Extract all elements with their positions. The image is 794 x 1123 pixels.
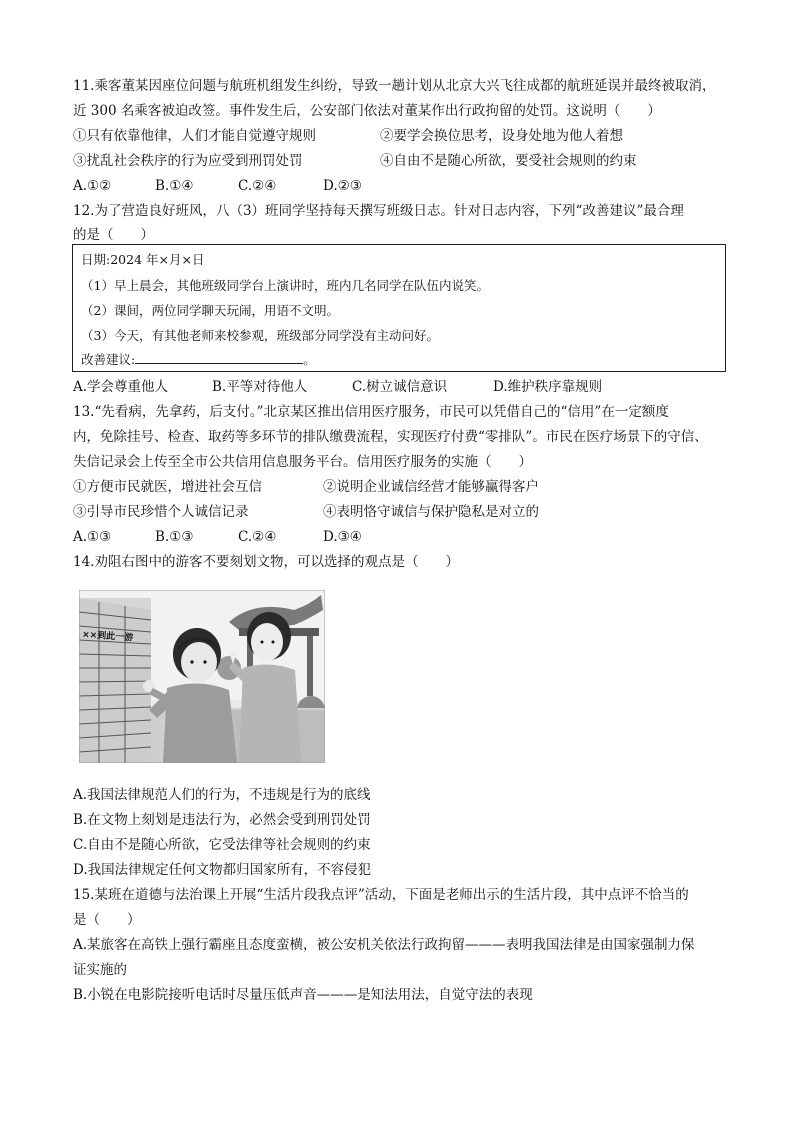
q14-option-c: C.自由不是随心所欲，它受法律等社会规则的约束 <box>73 837 371 853</box>
q12-option-a: A.学会尊重他人 <box>73 379 169 395</box>
q12-option-b: B.平等对待他人 <box>212 379 308 395</box>
q15-option-a-line2: 证实施的 <box>73 962 127 978</box>
q11-statement-1: ①只有依靠他律，人们才能自觉遵守规则 <box>73 128 316 144</box>
q13-stem-line1: 13.“先看病，先拿药，后支付。”北京某区推出信用医疗服务，市民可以凭借自己的“信用”在一定额度 <box>73 404 669 420</box>
q13-stem-line3: 失信记录会上传至全市公共信用信息服务平台。信用医疗服务的实施（ ） <box>73 454 532 470</box>
q15-option-b: B.小锐在电影院接听电话时尽量压低声音———是知法用法，自觉守法的表现 <box>73 987 533 1003</box>
q12-option-c: C.树立诚信意识 <box>352 379 448 395</box>
q14-option-a: A.我国法律规范人们的行为，不违规是行为的底线 <box>73 787 371 803</box>
brick-wall <box>79 598 151 763</box>
q11-stem-line1: 11.乘客董某因座位问题与航班机组发生纠纷，导致一趟计划从北京大兴飞往成都的航班延误并最终被取消， <box>73 78 716 94</box>
log-entry-3: （3）今天，有其他老师来校参观，班级部分同学没有主动问好。 <box>81 328 439 343</box>
q12-stem-line1: 12.为了营造良好班风，八（3）班同学坚持每天撰写班级日志。针对日志内容，下列“改善建议”最合理 <box>73 203 684 219</box>
q11-option-a: A.①② <box>73 178 112 194</box>
q13-statement-1: ①方便市民就医，增进社会互信 <box>73 479 262 495</box>
q14-option-b: B.在文物上刻划是违法行为，必然会受到刑罚处罚 <box>73 812 371 828</box>
q11-option-b: B.①④ <box>155 178 194 194</box>
tourist-carving-illustration <box>79 590 325 763</box>
log-date: 日期:2024 年×月×日 <box>81 252 205 267</box>
suggestion-blank <box>135 351 303 364</box>
log-entry-2: （2）课间，两位同学聊天玩闹，用语不文明。 <box>81 303 339 318</box>
class-log-box <box>72 244 726 372</box>
q13-statement-2: ②说明企业诚信经营才能够赢得客户 <box>323 479 539 495</box>
q11-statement-2: ②要学会换位思考，设身处地为他人着想 <box>380 128 623 144</box>
q13-option-b: B.①③ <box>155 529 194 545</box>
q11-option-c: C.②④ <box>238 178 277 194</box>
suggestion-label: 改善建议: <box>81 352 136 367</box>
q13-option-d: D.③④ <box>323 529 362 545</box>
suggestion-end: 。 <box>303 352 316 367</box>
q15-stem-line2: 是（ ） <box>73 912 141 928</box>
q15-option-a-line1: A.某旅客在高铁上强行霸座且态度蛮横，被公安机关依法行政拘留———表明我国法律是由国家强制力保 <box>73 937 695 953</box>
wall-graffiti-text: ××到此一游 <box>81 630 134 644</box>
q11-option-d: D.②③ <box>323 178 362 194</box>
log-entry-1: （1）早上晨会，其他班级同学台上演讲时，班内几名同学在队伍内说笑。 <box>81 278 489 293</box>
q12-stem-line2: 的是（ ） <box>73 227 154 243</box>
q13-statement-3: ③引导市民珍惜个人诚信记录 <box>73 504 249 520</box>
q14-stem: 14.劝阻右图中的游客不要刻划文物，可以选择的观点是（ ） <box>73 554 459 570</box>
q14-option-d: D.我国法律规定任何文物都归国家所有，不容侵犯 <box>73 862 372 878</box>
q15-stem-line1: 15.某班在道德与法治课上开展“生活片段我点评”活动，下面是老师出示的生活片段，其中点评不恰当的 <box>73 887 689 903</box>
log-suggestion <box>81 351 316 368</box>
q13-option-a: A.①③ <box>73 529 112 545</box>
q11-statement-4: ④自由不是随心所欲，要受社会规则的约束 <box>380 153 637 169</box>
q11-statement-3: ③扰乱社会秩序的行为应受到刑罚处罚 <box>73 153 303 169</box>
q11-stem-line2: 近 300 名乘客被迫改签。事件发生后，公安部门依法对董某作出行政拘留的处罚。这说明（ ） <box>73 103 661 119</box>
q13-statement-4: ④表明恪守诚信与保护隐私是对立的 <box>323 504 539 520</box>
q12-option-d: D.维护秩序靠规则 <box>493 379 603 395</box>
q13-stem-line2: 内，免除挂号、检查、取药等多环节的排队缴费流程，实现医疗付费“零排队”。市民在医疗场景下的守信、 <box>73 429 708 445</box>
q13-option-c: C.②④ <box>238 529 277 545</box>
